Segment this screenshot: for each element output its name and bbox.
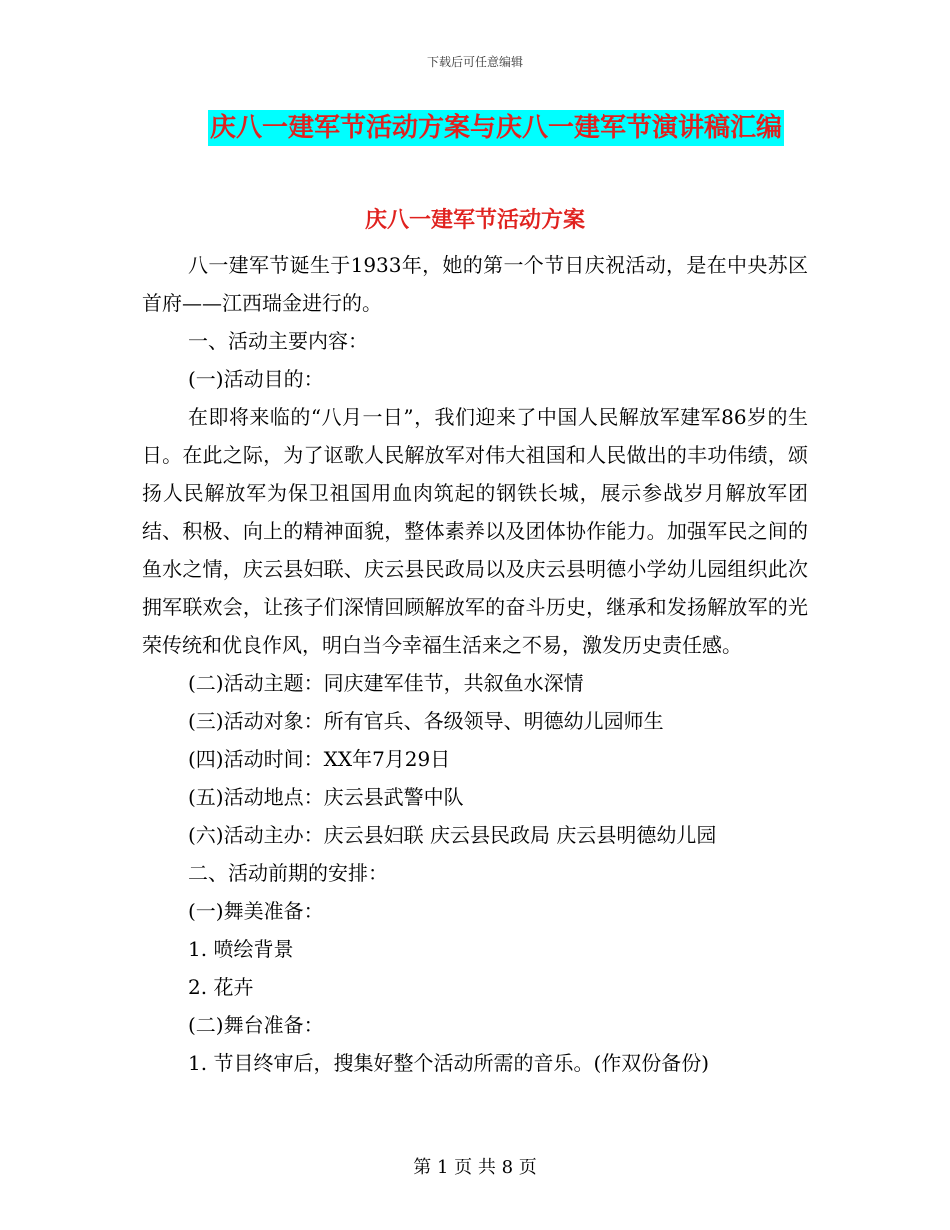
paragraph-intro: 八一建军节诞生于1933年，她的第一个节日庆祝活动，是在中央苏区首府——江西瑞金进行的。 [142,253,808,315]
paragraph-organizers: (六)活动主办：庆云县妇联 庆云县民政局 庆云县明德幼儿园 [188,823,717,847]
list-item-music: 1. 节目终审后，搜集好整个活动所需的音乐。(作双份备份) [188,1051,710,1075]
document-title: 庆八一建军节活动方案与庆八一建军节演讲稿汇编 [208,110,784,146]
page-footer: 第 1 页 共 8 页 [413,1157,537,1178]
paragraph-audience: (三)活动对象：所有官兵、各级领导、明德幼儿园师生 [188,709,664,733]
paragraph-heading-arrangements: 二、活动前期的安排： [188,861,388,885]
paragraph-heading-main-content: 一、活动主要内容： [188,329,368,353]
section-title: 庆八一建军节活动方案 [364,208,585,233]
paragraph-purpose-body: 在即将来临的“八月一日”，我们迎来了中国人民解放军建军86岁的生日。在此之际，为了讴歌人民解放军对伟大祖国和人民做出的丰功伟绩，颂扬人民解放军为保卫祖国用血肉筑起的钢铁长城，展示参战岁月解放军团结、积极、向上的精神面貌，整体素养以及团体协作能力。加强军民之间的鱼水之情，庆云县妇联、庆云县民政局以及庆云县明德小学幼儿园组织此次拥军联欢会，让孩子们深情回顾解放军的奋斗历史，继承和发扬解放军的光荣传统和优良作风，明白当今幸福生活来之不易，激发历史责任感。 [142,405,808,657]
list-item-backdrop: 1. 喷绘背景 [188,937,294,961]
paragraph-time: (四)活动时间：XX年7月29日 [188,747,451,771]
paragraph-location: (五)活动地点：庆云县武警中队 [188,785,464,809]
paragraph-heading-stage: (二)舞台准备： [188,1013,324,1037]
list-item-flowers: 2. 花卉 [188,975,254,999]
body-text [142,246,808,1082]
header-note: 下载后可任意编辑 [426,55,523,69]
paragraph-theme: (二)活动主题：同庆建军佳节，共叙鱼水深情 [188,671,584,695]
paragraph-heading-purpose: (一)活动目的： [188,367,324,391]
paragraph-heading-stage-art: (一)舞美准备： [188,899,324,923]
